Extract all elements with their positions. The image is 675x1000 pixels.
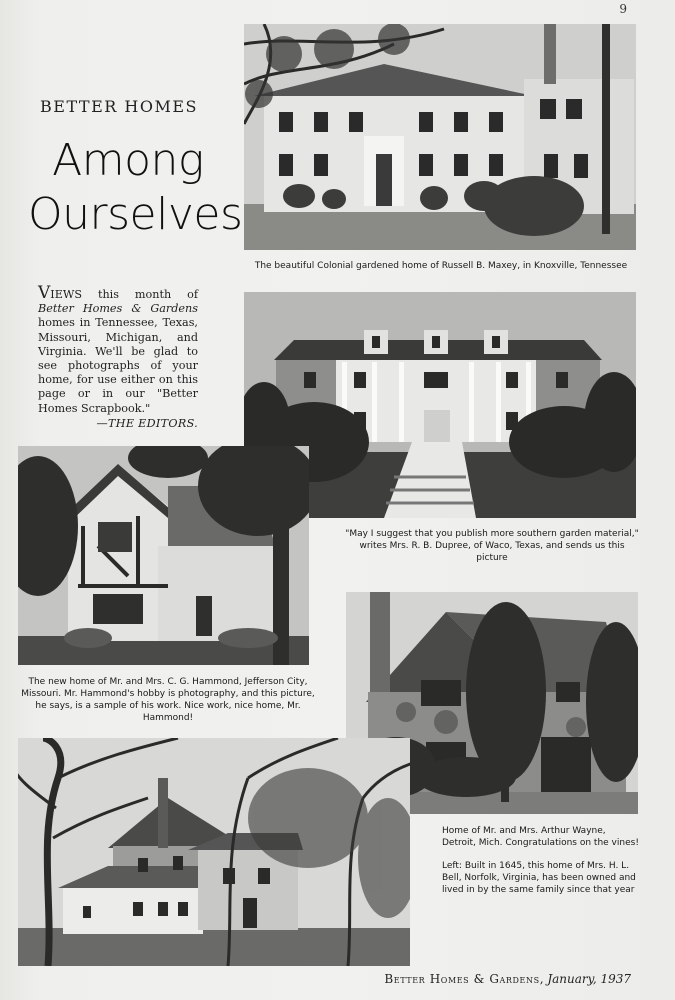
footer-issue: January, 1937 <box>547 972 631 986</box>
footer-magazine: Better Homes & Gardens <box>384 972 540 986</box>
caption-dupree: "May I suggest that you publish more southern garden material," writes Mrs. R. B. Dupree, of Waco, Texas, and sends us this picture <box>345 529 639 563</box>
intro-text-1: IEWS this month of <box>50 288 198 301</box>
photo-maxey-home <box>244 24 636 250</box>
photo-bell-home <box>18 738 410 966</box>
page-number: 9 <box>619 2 627 16</box>
intro-dropcap: V <box>38 283 51 303</box>
title-line-2: Ourselves <box>28 189 243 240</box>
intro-paragraph <box>38 283 198 431</box>
intro-magazine-name: Better Homes & Gardens <box>38 302 198 316</box>
photo-hammond-home <box>18 446 309 665</box>
intro-text-2: homes in Tennessee, Texas, Missouri, Michigan, and Virginia. We'll be glad to see photographs of your home, for use either on this page or in our "Better Homes Scrapbook." <box>38 316 198 415</box>
section-kicker: BETTER HOMES <box>40 97 198 116</box>
title-line-1: Among <box>52 135 204 186</box>
caption-hammond: The new home of Mr. and Mrs. C. G. Hammond, Jefferson City, Missouri. Mr. Hammond's hobby is photography, and this picture, he says, is a sample of his work. Nice work, nice home, Mr. Hammond! <box>21 677 315 723</box>
caption-bell: Left: Built in 1645, this home of Mrs. H. L. Bell, Norfolk, Virginia, has been owned and lived in by the same family since that year <box>442 861 636 895</box>
intro-signature: —THE EDITORS. <box>96 416 198 430</box>
page-title <box>28 134 243 242</box>
caption-wayne: Home of Mr. and Mrs. Arthur Wayne, Detroit, Mich. Congratulations on the vines! <box>442 826 639 848</box>
page-footer: Better Homes & Gardens, January, 1937 <box>384 972 631 986</box>
caption-maxey: The beautiful Colonial gardened home of Russell B. Maxey, in Knoxville, Tennessee <box>254 261 628 271</box>
